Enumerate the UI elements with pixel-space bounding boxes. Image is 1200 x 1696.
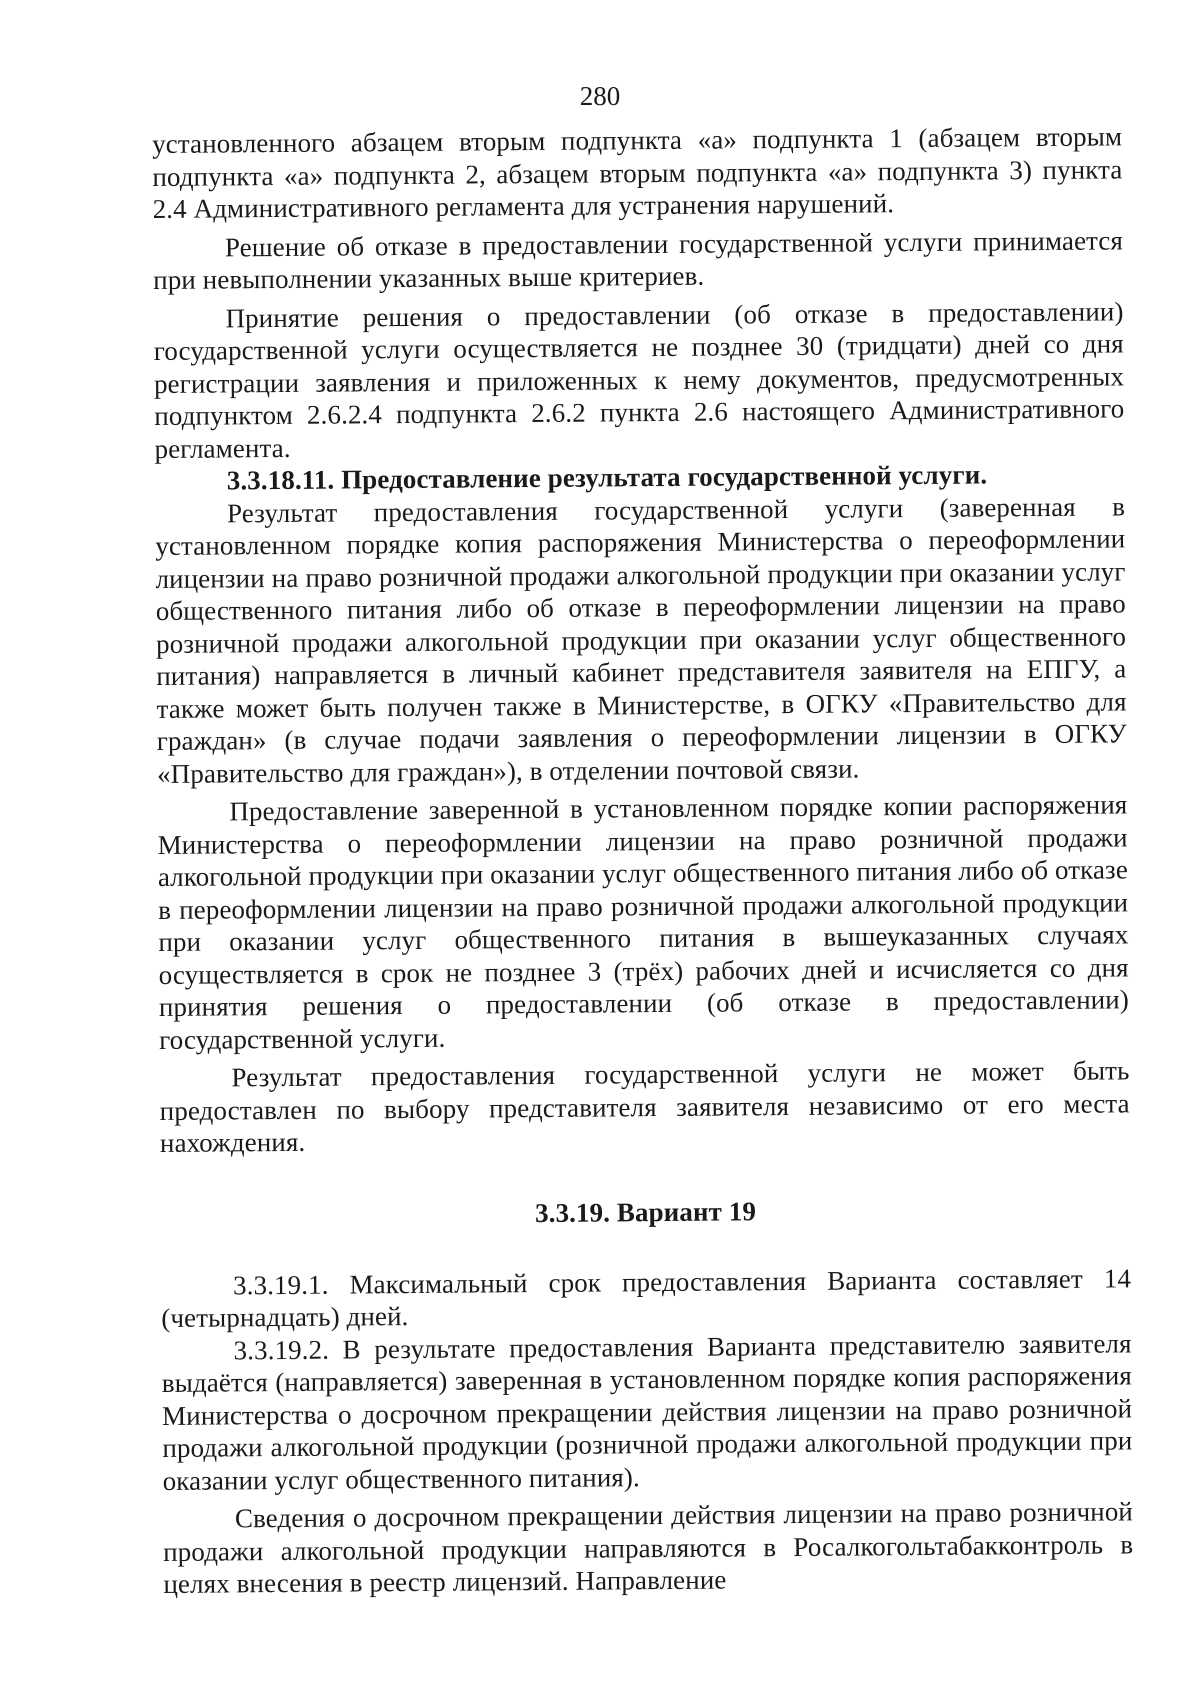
paragraph-decision-deadline: Принятие решения о предоставлении (об отказе в предоставлении) государственной услуги осуществляется не позднее 30 (тридцати) дней со дня регистрации заявления и приложенных к нему документов, предусмотренных подпунктом 2.6.2.4 подпункта 2.6.2 пункта 2.6 настоящего Административного регламента. bbox=[153, 295, 1125, 464]
paragraph-continuation: установленного абзацем вторым подпункта «а» подпункта 1 (абзацем вторым подпункта «а» подпункта 2, абзацем вторым подпункта «а» подпункта 3) пункта 2.4 Административного регламента для устранения нарушений. bbox=[152, 121, 1123, 224]
paragraph-registry-info: Сведения о досрочном прекращении действия лицензии на право розничной продажи алкогольной продукции направляются в Росалкогольтабакконтроль в целях внесения в реестр лицензий. Направление bbox=[163, 1496, 1134, 1599]
paragraph-location-independence: Результат предоставления государственной услуги не может быть предоставлен по выбору представителя заявителя независимо от его места нахождения. bbox=[159, 1055, 1130, 1158]
paragraph-copy-provision-term: Предоставление заверенной в установленном порядке копии распоряжения Министерства о переоформлении лицензии на право розничной продажи алкогольной продукции при оказании услуг общественного питания либо об отказе в переоформлении лицензии на право розничной продажи алкогольной продукции при оказании услуг общественного питания в вышеуказанных случаях осуществляется в срок не позднее 3 (трёх) рабочих дней и исчисляется со дня принятия решения о предоставлении (об отказе в предоставлении) государственной услуги. bbox=[157, 789, 1129, 1055]
paragraph-refusal-decision: Решение об отказе в предоставлении государственной услуги принимается при невыполнении указанных выше критериев. bbox=[153, 224, 1124, 295]
page-number: 280 bbox=[579, 81, 621, 111]
paragraph-variant-result: 3.3.19.2. В результате предоставления Варианта представителю заявителя выдаётся (направляется) заверенная в установленном порядке копия распоряжения Министерства о досрочном прекращении действия лицензии на право розничной продажи алкогольной продукции (розничной продажи алкогольной продукции при оказании услуг общественного питания). bbox=[161, 1327, 1133, 1496]
subsection-heading-result-provision: 3.3.18.11. Предоставление результата государственной услуги. bbox=[226, 459, 988, 496]
document-body bbox=[152, 120, 1134, 1600]
paragraph-max-term: 3.3.19.1. Максимальный срок предоставления Варианта составляет 14 (четырнадцать) дней. bbox=[161, 1262, 1132, 1333]
paragraph-result-delivery: Результат предоставления государственной услуги (заверенная в установленном порядке копия распоряжения Министерства о переоформлении лицензии на право розничной продажи алкогольной продукции при оказании услуг общественного питания либо об отказе в переоформлении лицензии на право розничной продажи алкогольной продукции при оказании услуг общественного питания) направляется в личный кабинет представителя заявителя на ЕПГУ, а также может быть получен также в Министерстве, в ОГКУ «Правительство для граждан» (в случае подачи заявления о переоформлении лицензии в ОГКУ «Правительство для граждан»), в отделении почтовой связи. bbox=[155, 490, 1127, 789]
section-title: 3.3.19. Вариант 19 bbox=[534, 1195, 757, 1228]
